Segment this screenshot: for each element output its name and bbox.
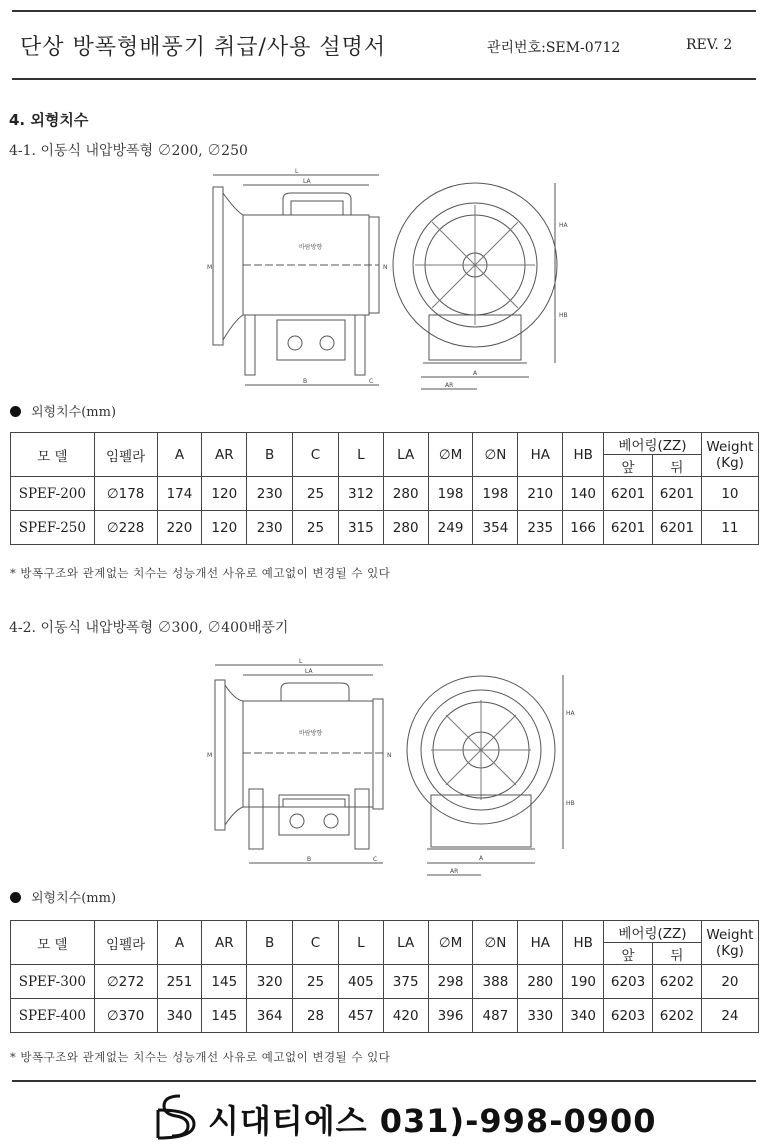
part1-junction-box xyxy=(277,320,345,360)
document-number: 관리번호:SEM-0712 xyxy=(487,40,621,56)
header-L: L xyxy=(338,433,383,477)
part1-label-N: N xyxy=(383,264,388,271)
part1-label-M: M xyxy=(207,264,213,271)
header-weight: Weight (Kg) xyxy=(701,433,758,477)
part1-spec-table xyxy=(10,432,759,545)
part2-label-M: M xyxy=(207,752,213,759)
part2-label-N: N xyxy=(387,752,392,759)
part1-bell xyxy=(223,193,243,340)
header-L: L xyxy=(338,921,383,965)
part2-junction-box xyxy=(279,795,349,835)
header-C: C xyxy=(293,921,339,965)
header-A: A xyxy=(157,433,202,477)
part1-subtitle: 4-1. 이동식 내압방폭형 ∅200, ∅250 xyxy=(9,143,248,159)
part2-drawing xyxy=(195,655,575,880)
part2-bell xyxy=(225,685,243,825)
part2-subtitle: 4-2. 이동식 내압방폭형 ∅300, ∅400배풍기 xyxy=(9,620,289,636)
part1-handle xyxy=(283,193,351,215)
header-B: B xyxy=(247,433,293,477)
part2-spec-table xyxy=(10,920,759,1033)
revision: REV. 2 xyxy=(686,37,733,53)
header-impeller: 임펠라 xyxy=(94,433,157,477)
part2-label-C: C xyxy=(373,856,378,863)
header-bearing-front: 앞 xyxy=(604,455,653,477)
header-HB: HB xyxy=(563,433,604,477)
header-B: B xyxy=(247,921,293,965)
part2-handle xyxy=(281,683,349,701)
header-N: ∅N xyxy=(473,433,518,477)
part2-dim-label: 외형치수(mm) xyxy=(10,887,116,906)
header-AR: AR xyxy=(202,433,247,477)
bullet-icon xyxy=(10,406,21,417)
table-row: SPEF-250 ∅228 220 120 230 25 315 280 249 354 235 166 6201 6201 11 xyxy=(11,511,759,545)
part2-label-HB: HB xyxy=(566,800,575,807)
header-M: ∅M xyxy=(428,433,473,477)
header-LA: LA xyxy=(383,433,428,477)
part1-label-LA: LA xyxy=(303,178,311,185)
part2-flange-right xyxy=(373,699,383,809)
company-contact: 시대티에스 031)-998-0900 xyxy=(208,1102,657,1140)
part2-leg-right xyxy=(355,789,369,849)
part2-label-airflow: 바람방향 xyxy=(299,730,323,737)
part1-label-A: A xyxy=(473,370,478,377)
footer-rule xyxy=(12,1080,756,1082)
header-A: A xyxy=(157,921,202,965)
part2-label-AR: AR xyxy=(450,868,459,875)
header-weight: Weight (Kg) xyxy=(701,921,758,965)
top-rule xyxy=(12,10,756,12)
part2-label-LA: LA xyxy=(305,668,313,675)
table-row: SPEF-200 ∅178 174 120 230 25 312 280 198 198 210 140 6201 6201 10 xyxy=(11,477,759,511)
header-rule xyxy=(12,78,756,80)
part1-note: * 방폭구조와 관계없는 치수는 성능개선 사유로 예고없이 변경될 수 있다 xyxy=(10,566,391,580)
header-impeller: 임펠라 xyxy=(94,921,157,965)
table-row: SPEF-300 ∅272 251 145 320 25 405 375 298 388 280 190 6203 6202 20 xyxy=(11,965,759,999)
part1-drawing xyxy=(195,165,575,397)
part1-leg-left xyxy=(245,315,255,375)
part2-flange-left xyxy=(215,680,225,830)
header-model: 모 델 xyxy=(11,433,95,477)
header-bearing-rear: 뒤 xyxy=(652,455,701,477)
part1-label-B: B xyxy=(303,378,308,385)
header-bearing-rear: 뒤 xyxy=(652,943,701,965)
part2-leg-left xyxy=(249,789,263,849)
table-row: SPEF-400 ∅370 340 145 364 28 457 420 396 487 330 340 6203 6202 24 xyxy=(11,999,759,1033)
footer xyxy=(150,1088,670,1144)
part1-label-airflow: 바람방향 xyxy=(299,244,323,251)
part1-label-HA: HA xyxy=(559,222,568,229)
part1-label-C: C xyxy=(369,378,374,385)
document-title: 단상 방폭형배풍기 취급/사용 설명서 xyxy=(20,35,387,60)
part2-label-B: B xyxy=(307,856,312,863)
part2-note: * 방폭구조와 관계없는 치수는 성능개선 사유로 예고없이 변경될 수 있다 xyxy=(10,1050,391,1064)
section-title: 4. 외형치수 xyxy=(9,111,89,129)
part2-label-A: A xyxy=(479,855,484,862)
bullet-icon xyxy=(10,892,21,903)
header-N: ∅N xyxy=(473,921,518,965)
part1-label-AR: AR xyxy=(445,382,454,389)
header-AR: AR xyxy=(202,921,247,965)
sd-logo-icon xyxy=(150,1090,202,1142)
part1-label-L: L xyxy=(295,168,299,175)
header-bearing: 베어링(ZZ) xyxy=(604,921,702,943)
part1-dim-label: 외형치수(mm) xyxy=(10,401,116,420)
part1-leg-right xyxy=(355,315,365,375)
header-bearing-front: 앞 xyxy=(604,943,653,965)
part2-label-L: L xyxy=(299,658,303,665)
header-M: ∅M xyxy=(428,921,473,965)
part2-label-HA: HA xyxy=(566,710,575,717)
header-LA: LA xyxy=(383,921,428,965)
part1-flange-left xyxy=(213,187,223,345)
header-HA: HA xyxy=(518,921,563,965)
part1-label-HB: HB xyxy=(559,312,568,319)
header-C: C xyxy=(293,433,339,477)
header-HA: HA xyxy=(518,433,563,477)
header-model: 모 델 xyxy=(11,921,95,965)
header-bearing: 베어링(ZZ) xyxy=(604,433,702,455)
header-HB: HB xyxy=(563,921,604,965)
